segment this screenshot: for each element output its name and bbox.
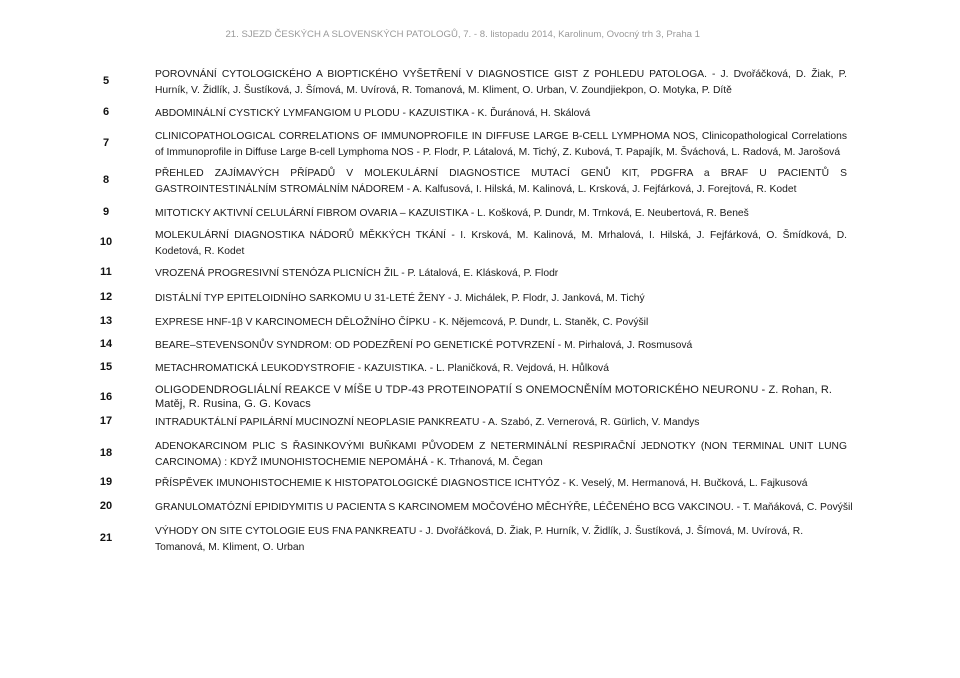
entry-number: 5 (102, 75, 110, 87)
entry-text: ABDOMINÁLNÍ CYSTICKÝ LYMFANGIOM U PLODU - KAZUISTIKA - K. Ďuránová, H. Skálová (155, 108, 591, 119)
entry-number: 13 (99, 315, 113, 327)
entry-number: 16 (99, 391, 113, 403)
entry-number: 14 (99, 338, 113, 350)
entry-number: 19 (99, 476, 113, 488)
entry-text: POROVNÁNÍ CYTOLOGICKÉHO A BIOPTICKÉHO VYŠETŘENÍ V DIAGNOSTICE GIST Z POHLEDU PATOLOGA. - J. Dvořáčková, D. Žiak, P. Hurník, V. Židlík, J. Šustíková, J. Šímová, M. Uvírová, R. Tomanová, M. Kliment, O. Urban, V. Zoundjiekpon, O. Motyka, P. Dítě (155, 69, 847, 96)
entry-text: PŘÍSPĚVEK IMUNOHISTOCHEMIE K HISTOPATOLOGICKÉ DIAGNOSTICE ICHTYÓZ - K. Veselý, M. Hermanová, H. Bučková, L. Fajkusová (155, 478, 808, 489)
entry-number: 21 (99, 532, 113, 544)
entry-text: DISTÁLNÍ TYP EPITELOIDNÍHO SARKOMU U 31-LETÉ ŽENY - J. Michálek, P. Flodr, J. Janková, M. Tichý (155, 293, 645, 304)
entry-number: 9 (102, 206, 110, 218)
page-header: 21. SJEZD ČESKÝCH A SLOVENSKÝCH PATOLOGŮ, 7. - 8. listopadu 2014, Karolinum, Ovocný trh 3, Praha 1 (225, 29, 700, 40)
entry-text: EXPRESE HNF-1β V KARCINOMECH DĚLOŽNÍHO ČÍPKU - K. Nějemcová, P. Dundr, L. Staněk, C. Povýšil (155, 317, 649, 328)
entry-text: BEARE–STEVENSONŮV SYNDROM: OD PODEZŘENÍ PO GENETICKÉ POTVRZENÍ - M. Pirhalová, J. Rosmusová (155, 340, 693, 351)
entry-text: PŘEHLED ZAJÍMAVÝCH PŘÍPADŮ V MOLEKULÁRNÍ DIAGNOSTICE MUTACÍ GENŮ KIT, PDGFRA a BRAF U PACIENTŮ S GASTROINTESTINÁLNÍM STROMÁLNÍM NÁDOREM - A. Kalfusová, I. Hilská, M. Kalinová, L. Krsková, J. Fejfárková, J. Forejtová, R. Kodet (155, 168, 847, 195)
entry-text: CLINICOPATHOLOGICAL CORRELATIONS OF IMMUNOPROFILE IN DIFFUSE LARGE B-CELL LYMPHOMA NOS, Clinicopathological Correlations of Immunoprofile in Diffuse Large B-cell Lymphoma NOS - P. Flodr, P. Látalová, M. Tichý, Z. Kubová, T. Papajík, M. Šváchová, L. Radová, M. Jarošová (155, 131, 847, 158)
entry-number: 15 (99, 361, 113, 373)
entry-text: INTRADUKTÁLNÍ PAPILÁRNÍ MUCINOZNÍ NEOPLASIE PANKREATU - A. Szabó, Z. Vernerová, R. Gürlich, V. Mandys (155, 417, 700, 428)
entry-text: OLIGODENDROGLIÁLNÍ REAKCE V MÍŠE U TDP-43 PROTEINOPATIÍ S ONEMOCNĚNÍM MOTORICKÉHO NEURONU - Z. Rohan, R. Matěj, R. Rusina, G. G. Kovacs (155, 384, 833, 410)
entry-number: 10 (99, 236, 113, 248)
entry-text: MITOTICKY AKTIVNÍ CELULÁRNÍ FIBROM OVARIA – KAZUISTIKA - L. Košková, P. Dundr, M. Trnková, E. Neubertová, R. Beneš (155, 208, 749, 219)
entry-number: 20 (99, 500, 113, 512)
entry-number: 18 (99, 447, 113, 459)
entry-text: MOLEKULÁRNÍ DIAGNOSTIKA NÁDORŮ MĚKKÝCH TKÁNÍ - I. Krsková, M. Kalinová, M. Mrhalová, I. Hilská, J. Fejfárková, O. Šmídková, D. Kodetová, R. Kodet (155, 230, 847, 257)
entry-text: METACHROMATICKÁ LEUKODYSTROFIE - KAZUISTIKA. - L. Planičková, R. Vejdová, H. Hůlková (155, 363, 609, 374)
entry-text: VROZENÁ PROGRESIVNÍ STENÓZA PLICNÍCH ŽIL - P. Látalová, E. Klásková, P. Flodr (155, 268, 559, 279)
entry-text: ADENOKARCINOM PLIC S ŘASINKOVÝMI BUŇKAMI PŮVODEM Z NETERMINÁLNÍ RESPIRAČNÍ JEDNOTKY (NON TERMINAL UNIT LUNG CARCINOMA) : KDYŽ IMUNOHISTOCHEMIE NEPOMÁHÁ - K. Trhanová, M. Čegan (155, 441, 847, 468)
entry-number: 12 (99, 291, 113, 303)
entry-number: 17 (99, 415, 113, 427)
entry-text: GRANULOMATÓZNÍ EPIDIDYMITIS U PACIENTA S KARCINOMEM MOČOVÉHO MĚCHÝŘE, LÉČENÉHO BCG VAKCINOU. - T. Maňáková, C. Povýšil (155, 502, 853, 513)
entry-number: 11 (100, 266, 112, 278)
entry-number: 6 (102, 106, 110, 118)
entry-number: 7 (102, 137, 110, 149)
entry-text: VÝHODY ON SITE CYTOLOGIE EUS FNA PANKREATU - J. Dvořáčková, D. Žiak, P. Hurník, V. Židlík, J. Šustíková, J. Šímová, M. Uvírová, R. Tomanová, M. Kliment, O. Urban (155, 526, 804, 553)
entry-number: 8 (102, 174, 110, 186)
